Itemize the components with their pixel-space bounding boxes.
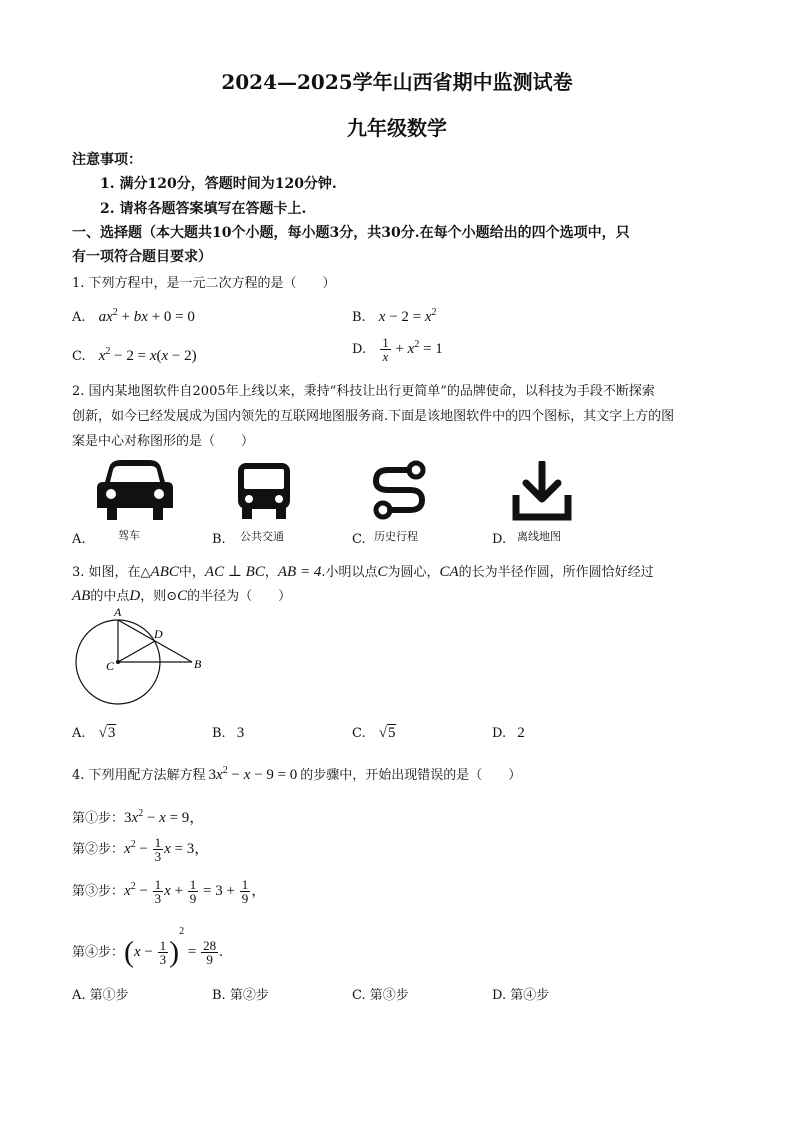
option-label: A. — [72, 310, 86, 325]
question-2-line2: 创新，如今已经发展成为国内领先的互联网地图服务商.下面是该地图软件中的四个图标，其文字上方的图 — [72, 409, 675, 424]
question-4-option-a: A. 第①步 — [72, 988, 129, 1003]
question-4-stem: 4. 下列用配方法解方程 $3x^2 - x - 9 = 0$ 的步骤中，开始出现错误的是（ ） — [72, 765, 522, 783]
question-4-option-b: B. 第②步 — [212, 988, 269, 1003]
question-2-line3: 案是中心对称图形的是（ ） — [72, 434, 255, 449]
equation: $\frac{1}{x}$ + $x^2 = 1$ — [382, 335, 443, 364]
equation: $x^2 - 2 = x(x - 2)$ — [98, 346, 197, 364]
option-label: D. — [492, 532, 507, 547]
icon-caption: 公共交通 — [240, 530, 284, 543]
point-label-b: B — [194, 657, 202, 671]
equation: $x - 2 = x^2$ — [378, 307, 437, 325]
question-1-stem: 1. 下列方程中，是一元二次方程的是（ ） — [72, 276, 336, 291]
equation: $ax^2$ + bx + 0 = 0 — [98, 307, 195, 325]
question-4-option-c: C. 第③步 — [352, 988, 409, 1003]
point-label-a: A — [114, 606, 122, 619]
question-4-step-2: 第②步：$x^2$ − $\frac{1}{3}$ x = 3， — [72, 835, 210, 864]
question-3-line1: 3. 如图，在△ABC中，AC ⊥ BC，AB = 4.小明以点C为圆心，CA的长为半径作圆，所作圆恰好经过 — [72, 564, 654, 580]
option-label: A. — [72, 532, 86, 547]
bus-icon — [236, 461, 292, 521]
option-label: C. — [72, 349, 86, 364]
point-label-d: D — [154, 627, 163, 641]
icon-caption: 历史行程 — [374, 530, 418, 543]
question-3-option-d: D. 2 — [492, 725, 525, 741]
option-label: D. — [352, 341, 367, 357]
section-heading-line2: 有一项符合题目要求） — [72, 249, 212, 265]
notice-item-1: 1. 满分120分，答题时间为120分钟. — [100, 176, 337, 192]
page-subtitle: 九年级数学 — [347, 116, 447, 140]
question-4-step-3: 第③步：$x^2$ − $\frac{1}{3}$ x + $\frac{1}{9}$ = 3 + $\frac{1}{9}$ ， — [72, 877, 267, 906]
page-title: 2024—2025学年山西省期中监测试卷 — [221, 70, 573, 94]
circle-triangle-figure — [70, 606, 210, 710]
question-1-option-a — [72, 306, 195, 326]
question-4-option-d: D. 第④步 — [492, 988, 550, 1003]
question-3-option-c: C. √5 — [352, 725, 396, 741]
question-3-option-b: B. 3 — [212, 725, 245, 741]
notice-item-2: 2. 请将各题答案填写在答题卡上. — [100, 201, 307, 217]
question-1-option-b — [352, 306, 437, 326]
question-4-step-4: 第④步：(x − $\frac{1}{3}$ )$^2$ = $\frac{28}{9}$ . — [72, 926, 223, 969]
option-label: B. — [352, 310, 366, 325]
question-3-line2: AB的中点D，则⊙C的半径为（ ） — [72, 588, 292, 604]
icon-caption: 离线地图 — [517, 530, 561, 543]
question-3-option-a: A. √3 — [72, 725, 116, 741]
question-1-option-c — [72, 345, 197, 365]
question-2-line1: 2. 国内某地图软件自2005年上线以来，秉持“科技让出行更简单”的品牌使命，以科技为手段不断探索 — [72, 384, 655, 399]
section-heading-line1: 一、选择题（本大题共10个小题，每小题3分，共30分.在每个小题给出的四个选项中，只 — [72, 225, 630, 241]
question-4-step-1: 第①步：$3x^2 - x = 9$， — [72, 808, 205, 826]
download-icon — [511, 461, 573, 521]
route-icon — [370, 459, 430, 521]
notice-heading: 注意事项： — [72, 152, 142, 168]
car-icon — [95, 458, 175, 522]
question-1-option-d — [352, 336, 443, 363]
icon-caption: 驾车 — [118, 529, 140, 542]
option-label: B. — [212, 532, 226, 547]
point-label-c: C — [106, 659, 115, 673]
option-label: C. — [352, 532, 366, 547]
